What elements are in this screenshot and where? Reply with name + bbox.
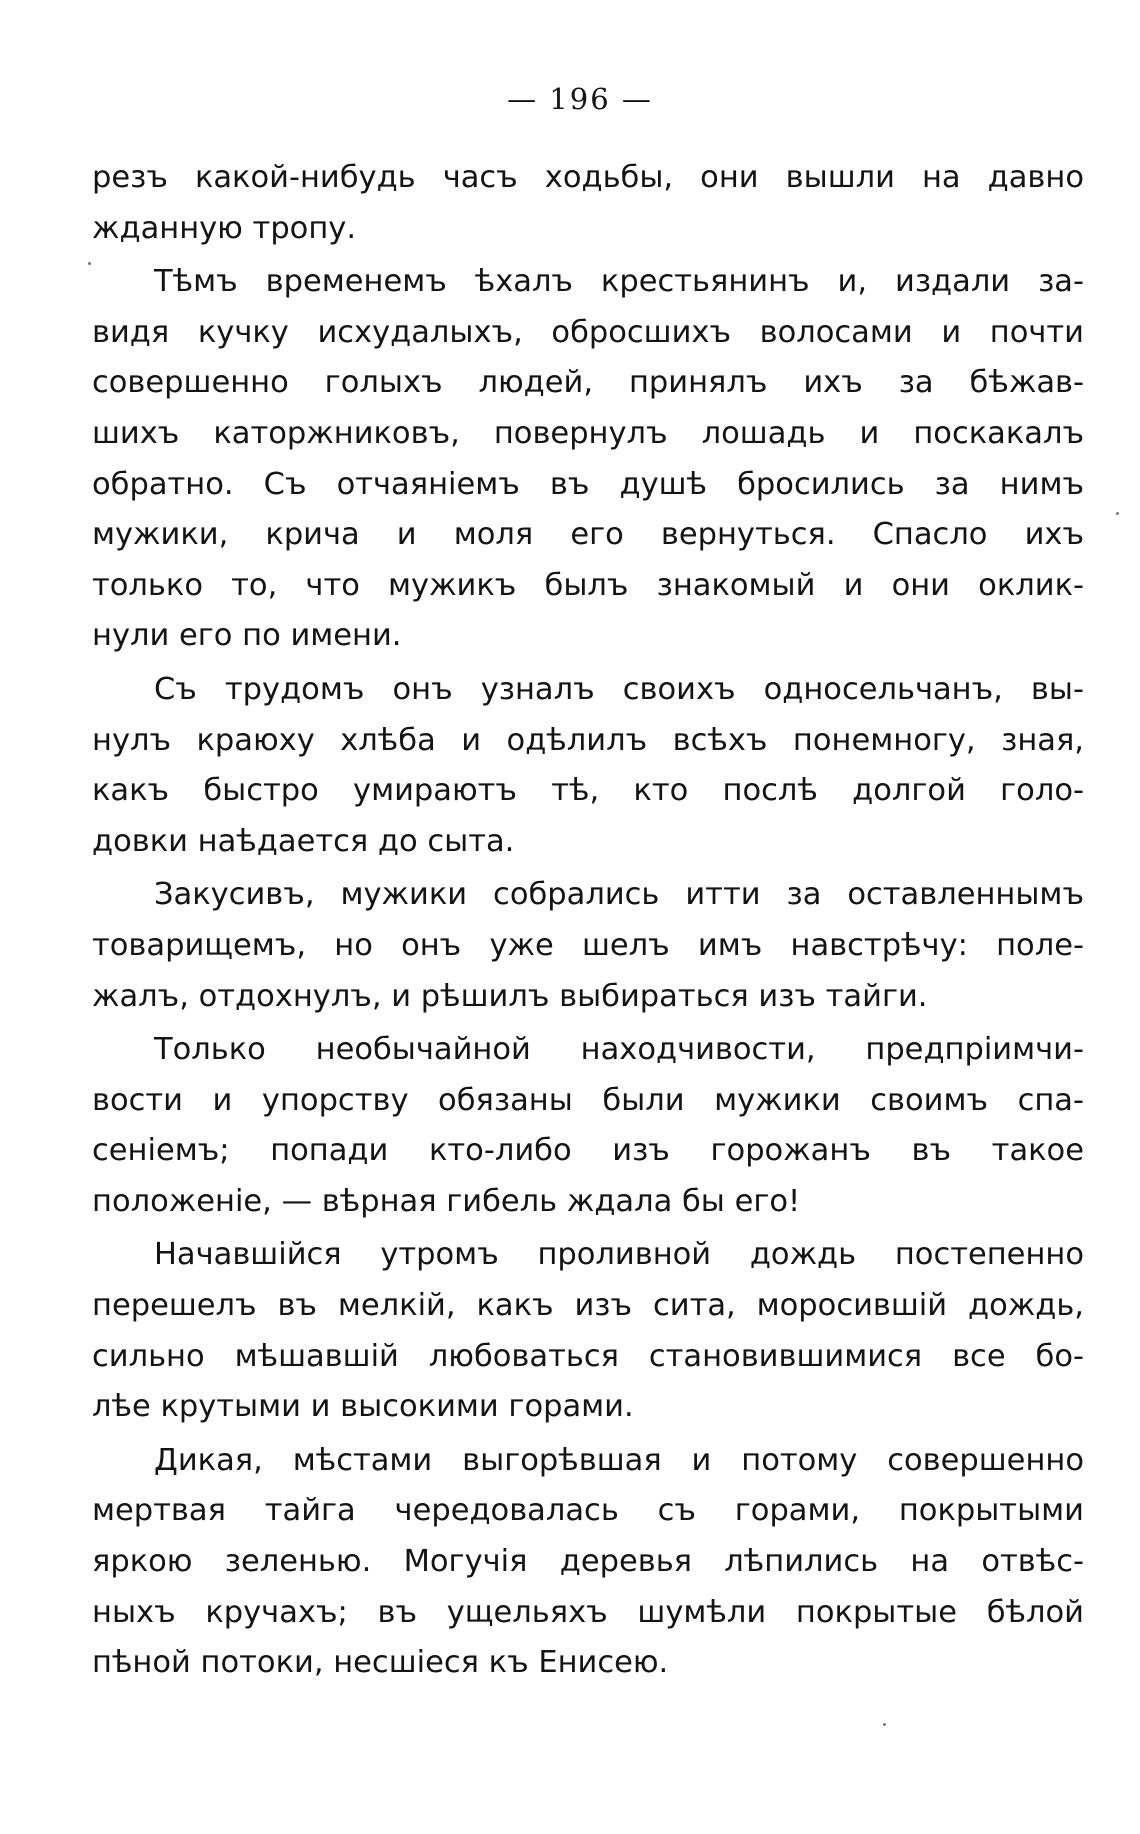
page-number: — 196 — [507,82,653,116]
text-line: вости и упорству обязаны были мужики своимъ спа- [92,1082,1084,1118]
text-line: Начавшійся утромъ проливной дождь постепенно [154,1237,1084,1273]
text-line: довки наѣдается до сыта. [92,823,515,859]
text-line: жданную тропу. [92,210,357,246]
text-line: товарищемъ, но онъ уже шелъ имъ навстрѣчу: поле- [92,927,1084,963]
text-line: лѣе крутыми и высокими горами. [92,1389,634,1425]
text-line: жалъ, отдохнулъ, и рѣшилъ выбираться изъ тайги. [92,978,928,1014]
text-line: Дикая, мѣстами выгорѣвшая и потому совершенно [154,1442,1084,1478]
text-line: только то, что мужикъ былъ знакомый и они оклик- [92,567,1084,603]
paragraph [92,870,1084,1022]
text-line: мертвая тайга чередовалась съ горами, покрытыми [92,1493,1084,1529]
text-line: Только необычайной находчивости, предпріимчи- [154,1032,1084,1068]
text-line: видя кучку исхудалыхъ, обросшихъ волосами и почти [92,314,1084,350]
paragraph [92,153,1084,254]
paragraph [92,665,1084,867]
text-line: положеніе, — вѣрная гибель ждала бы его! [92,1183,801,1219]
scan-speck [88,262,91,265]
text-line: нулъ краюху хлѣба и одѣлилъ всѣхъ понемногу, зная, [92,722,1084,758]
text-line: обратно. Съ отчаяніемъ въ душѣ бросились за нимъ [92,466,1084,502]
body-text [92,153,1084,1689]
text-line: перешелъ въ мелкій, какъ изъ сита, моросившій дождь, [92,1288,1084,1324]
text-line: яркою зеленью. Могучія деревья лѣпились на отвѣс- [92,1544,1084,1580]
text-line: Съ трудомъ онъ узналъ своихъ односельчанъ, вы- [154,671,1084,707]
text-line: Закусивъ, мужики собрались итти за оставленнымъ [154,877,1084,913]
text-line: шихъ каторжниковъ, повернулъ лошадь и поскакалъ [92,415,1084,451]
text-line: совершенно голыхъ людей, принялъ ихъ за бѣжав- [92,365,1084,401]
text-line: сеніемъ; попади кто-либо изъ горожанъ въ такое [92,1133,1084,1169]
text-line: Тѣмъ временемъ ѣхалъ крестьянинъ и, издали за- [154,264,1084,300]
scan-speck [1116,512,1119,515]
scan-speck [883,1723,886,1726]
paragraph [92,257,1084,662]
text-line: ныхъ кручахъ; въ ущельяхъ шумѣли покрытые бѣлой [92,1594,1084,1630]
text-line: сильно мѣшавшій любоваться становившимися все бо- [92,1338,1084,1374]
paragraph [92,1025,1084,1227]
text-line: мужики, крича и моля его вернуться. Спасло ихъ [92,517,1084,553]
paragraph [92,1230,1084,1432]
text-line: резъ какой-нибудь часъ ходьбы, они вышли на давно [92,160,1084,195]
text-line: пѣной потоки, несшіеся къ Енисею. [92,1645,669,1681]
text-line: какъ быстро умираютъ тѣ, кто послѣ долгой голо- [92,773,1084,809]
paragraph [92,1436,1084,1689]
text-line: нули его по имени. [92,618,402,654]
